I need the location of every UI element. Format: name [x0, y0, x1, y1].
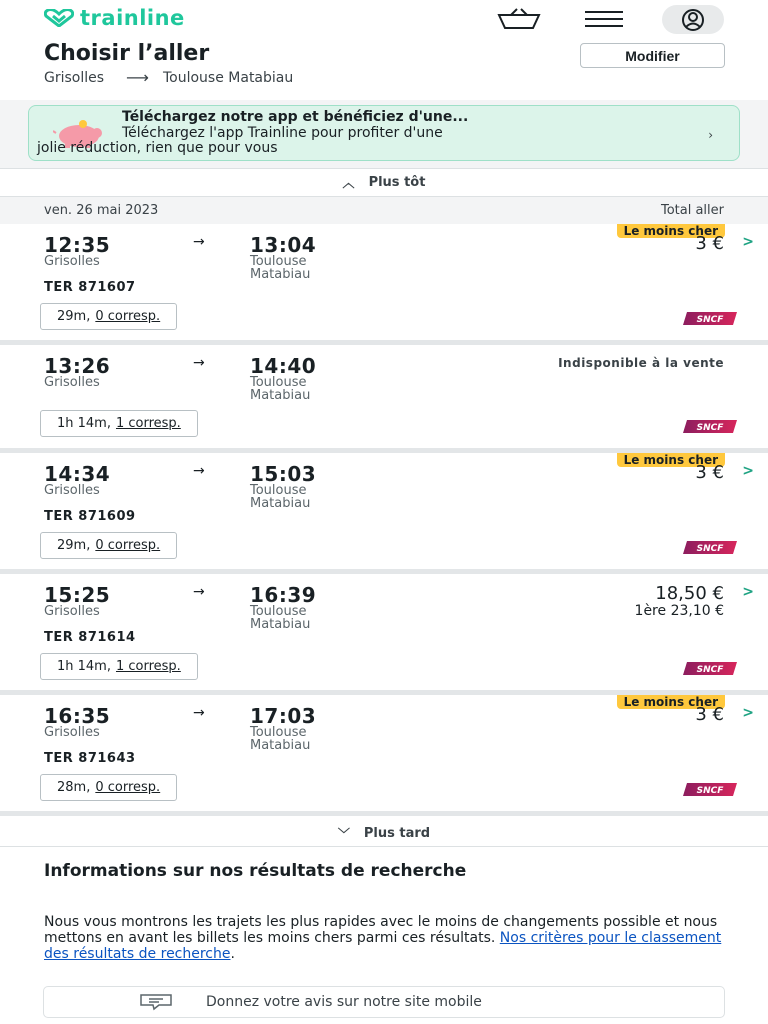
sncf-logo: [683, 541, 737, 554]
arrival-station: [250, 255, 370, 281]
heart-logo-icon: [44, 9, 74, 27]
arrival-station-line1: Toulouse: [250, 375, 307, 390]
duration: 1h 14m,: [57, 659, 111, 674]
promo-text-line1: Téléchargez l'app Trainline pour profiter d'une: [122, 125, 443, 141]
departure-time: 15:25: [44, 583, 111, 607]
trainline-logo[interactable]: [44, 6, 185, 30]
journey-card[interactable]: [0, 345, 768, 453]
feedback-button[interactable]: [43, 986, 725, 1018]
arrival-time: 17:03: [250, 704, 317, 728]
departure-station: Grisolles: [44, 375, 100, 390]
duration-changes-button[interactable]: [40, 303, 177, 330]
info-text: [44, 914, 734, 962]
sncf-logo-text: SNCF: [696, 315, 724, 325]
arrival-station: [250, 605, 370, 631]
train-number: TER 871614: [44, 630, 136, 645]
sncf-logo: [683, 420, 737, 433]
price: 18,50 €: [655, 583, 724, 604]
first-class-price: 1ère 23,10 €: [634, 603, 724, 619]
chevron-right-icon: ›: [708, 128, 713, 142]
duration-changes-button[interactable]: [40, 532, 177, 559]
route-to: Toulouse Matabiau: [162, 70, 294, 86]
chevron-right-icon[interactable]: >: [742, 463, 754, 479]
arrival-station-line1: Toulouse: [250, 483, 307, 498]
arrival-time: 16:39: [250, 583, 317, 607]
chevron-down-icon: ﹀: [337, 826, 350, 841]
sncf-logo: [683, 312, 737, 325]
arrival-time: 14:40: [250, 354, 317, 378]
changes-link: 0 corresp.: [95, 538, 161, 553]
basket-icon[interactable]: [497, 8, 541, 34]
cheapest-badge: Le moins cher: [617, 695, 725, 709]
price: 3 €: [695, 704, 724, 725]
duration-changes-button[interactable]: [40, 774, 177, 801]
chevron-up-icon: ︿: [342, 176, 355, 190]
sncf-logo: [683, 783, 737, 796]
train-number: TER 871609: [44, 509, 136, 524]
later-button[interactable]: [0, 820, 768, 847]
departure-time: 12:35: [44, 233, 111, 257]
promo-title: Téléchargez notre app et bénéficiez d'une...: [122, 109, 469, 125]
ranking-criteria-link[interactable]: Nos critères pour le classement des résultats de recherche: [44, 930, 722, 962]
unavailable-status: Indisponible à la vente: [558, 356, 724, 370]
info-end: .: [230, 946, 235, 962]
route-summary: [44, 69, 293, 87]
departure-time: 16:35: [44, 704, 111, 728]
sncf-logo-text: SNCF: [696, 665, 724, 675]
earlier-label: Plus tôt: [368, 175, 426, 190]
info-title: Informations sur nos résultats de recherche: [44, 861, 467, 881]
arrival-station: [250, 484, 370, 510]
departure-station: Grisolles: [44, 604, 100, 619]
duration-changes-button[interactable]: [40, 410, 198, 437]
duration: 1h 14m,: [57, 416, 111, 431]
arrow-right-icon: →: [193, 705, 205, 721]
logo-text: trainline: [80, 6, 185, 30]
duration: 28m,: [57, 780, 91, 795]
arrival-station: [250, 376, 370, 402]
route-from: Grisolles: [44, 70, 105, 86]
price: 3 €: [695, 233, 724, 254]
promo-text: [37, 126, 707, 156]
train-number: TER 871643: [44, 751, 136, 766]
arrival-station-line2: Matabiau: [250, 267, 311, 282]
feedback-label: Donnez votre avis sur notre site mobile: [206, 994, 482, 1010]
departure-station: Grisolles: [44, 725, 100, 740]
arrival-station-line1: Toulouse: [250, 725, 307, 740]
departure-time: 14:34: [44, 462, 111, 486]
comment-icon: [139, 993, 173, 1011]
later-label: Plus tard: [363, 825, 431, 841]
promo-text-line2: jolie réduction, rien que pour vous: [37, 140, 278, 156]
arrival-time: 13:04: [250, 233, 317, 257]
arrow-right-icon: →: [193, 234, 205, 250]
total-label: Total aller: [660, 203, 724, 218]
arrival-station-line2: Matabiau: [250, 617, 311, 632]
arrival-station-line1: Toulouse: [250, 254, 307, 269]
info-body: Nous vous montrons les trajets les plus rapides avec le moins de changements possible et nous mettons en avant les billets les moins chers parmi ces résultats.: [44, 914, 718, 946]
duration: 29m,: [57, 538, 91, 553]
arrival-station-line2: Matabiau: [250, 738, 311, 753]
changes-link: 1 corresp.: [115, 659, 181, 674]
arrival-station-line1: Toulouse: [250, 604, 307, 619]
sncf-logo-text: SNCF: [696, 423, 724, 433]
journey-card[interactable]: [0, 224, 768, 345]
changes-link: 0 corresp.: [95, 780, 161, 795]
arrival-station-line2: Matabiau: [250, 388, 311, 403]
arrival-station: [250, 726, 370, 752]
price: 3 €: [695, 462, 724, 483]
cheapest-badge: Le moins cher: [617, 453, 725, 467]
arrow-right-icon: →: [193, 584, 205, 600]
duration-changes-button[interactable]: [40, 653, 198, 680]
chevron-right-icon[interactable]: >: [742, 234, 754, 250]
app-promo-banner[interactable]: [28, 105, 740, 161]
top-header: [0, 0, 768, 38]
arrow-right-icon: →: [193, 463, 205, 479]
changes-link: 1 corresp.: [115, 416, 181, 431]
chevron-right-icon[interactable]: >: [742, 584, 754, 600]
date-bar: [0, 196, 768, 224]
journey-card[interactable]: [0, 695, 768, 816]
departure-station: Grisolles: [44, 483, 100, 498]
modify-button[interactable]: Modifier: [580, 43, 725, 68]
travel-date: ven. 26 mai 2023: [44, 203, 159, 218]
menu-icon[interactable]: [585, 8, 623, 34]
duration: 29m,: [57, 309, 91, 324]
sncf-logo: [683, 662, 737, 675]
page-title: Choisir l’aller: [44, 41, 210, 66]
arrival-time: 15:03: [250, 462, 317, 486]
arrival-station-line2: Matabiau: [250, 496, 311, 511]
sncf-logo-text: SNCF: [696, 786, 724, 796]
journey-card[interactable]: [0, 453, 768, 574]
changes-link: 0 corresp.: [95, 309, 161, 324]
train-number: TER 871607: [44, 280, 136, 295]
earlier-button[interactable]: [0, 168, 768, 196]
arrow-right-icon: →: [193, 355, 205, 371]
journey-card[interactable]: [0, 574, 768, 695]
account-icon[interactable]: [662, 5, 724, 34]
route-arrow-icon: ⟶: [126, 68, 149, 87]
departure-station: Grisolles: [44, 254, 100, 269]
chevron-right-icon[interactable]: >: [742, 705, 754, 721]
sncf-logo-text: SNCF: [696, 544, 724, 554]
cheapest-badge: Le moins cher: [617, 224, 725, 238]
departure-time: 13:26: [44, 354, 111, 378]
